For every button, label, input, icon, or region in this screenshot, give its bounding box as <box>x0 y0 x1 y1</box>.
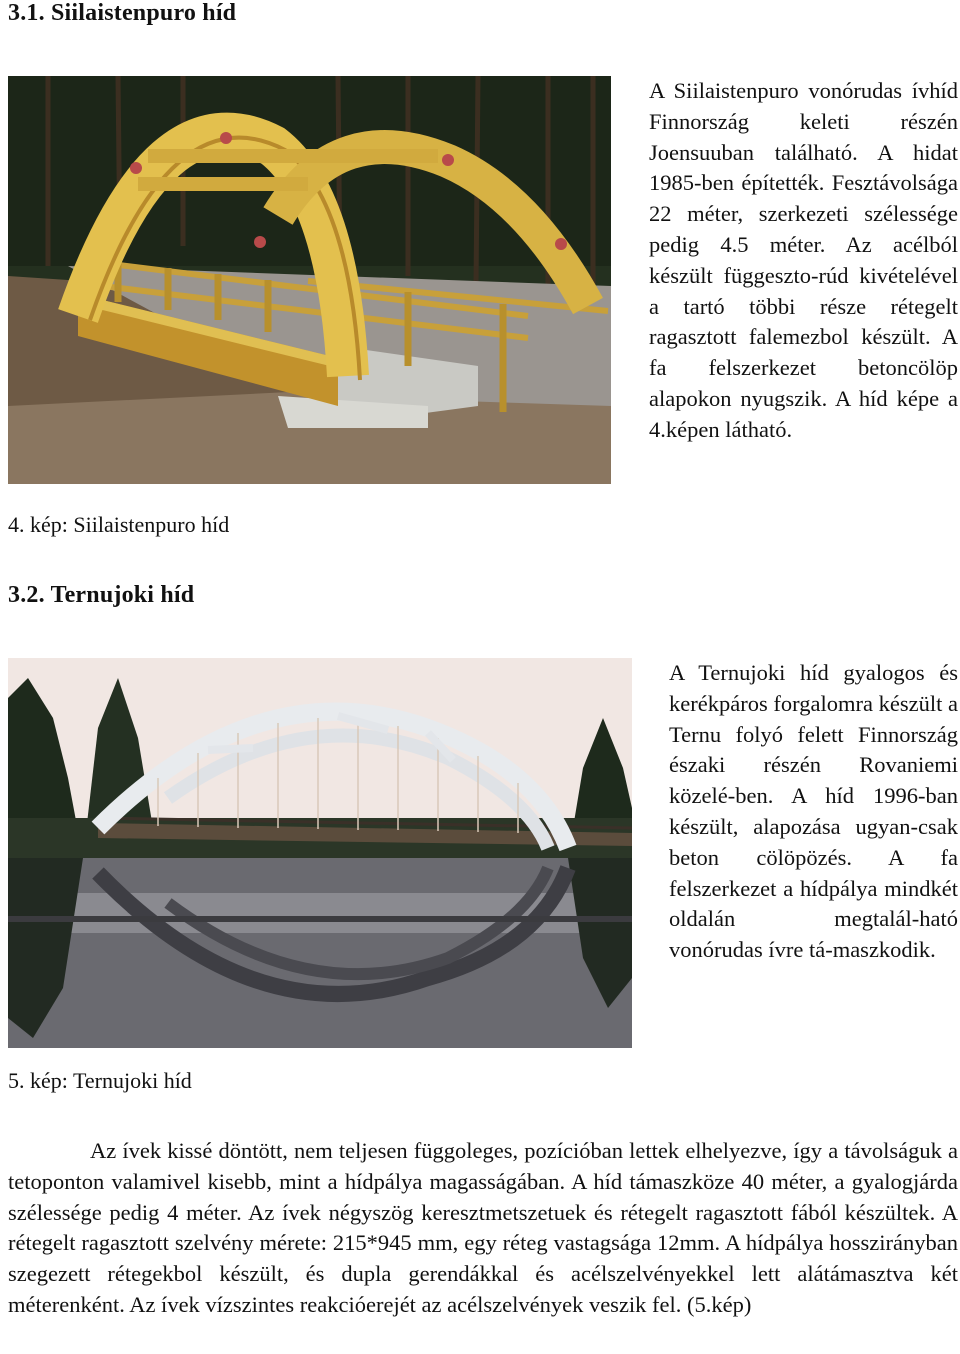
figure-caption-5: 5. kép: Ternujoki híd <box>8 1068 192 1093</box>
siilaistenpuro-paragraph: A Siilaistenpuro vonórudas ívhíd Finnország keleti részén Joensuuban található. A hidat 1985-ben építették. Fesztávolsága 22 méter, szerkezeti szélessége pedig 4.5 méter. Az acélból készült függeszto-rúd kivételével a tartó többi része rétegelt ragasztott falemezbol készült. A fa felszerkezet betoncölöp alapokon nyugszik. A híd képe a 4.képen látható. <box>649 78 958 442</box>
section-heading-ternujoki: 3.2. Ternujoki híd <box>8 582 195 608</box>
arches-description <box>8 1136 958 1321</box>
ternujoki-description <box>669 658 958 1034</box>
siilaistenpuro-description <box>649 76 958 502</box>
figure-caption-4: 4. kép: Siilaistenpuro híd <box>8 512 230 537</box>
section-heading-siilaistenpuro: 3.1. Siilaistenpuro híd <box>8 0 237 26</box>
ternujoki-paragraph: A Ternujoki híd gyalogos és kerékpáros forgalomra készült a Ternu folyó felett Finnország északi részén Rovaniemi közelé-ben. A híd 1996-ban készült, alapozása ugyan-csak beton cölöpözés. A fa felszerkezet a hídpálya mindkét oldalán megtalál-ható vonórudas ívre tá-maszkodik. <box>669 660 958 963</box>
arches-paragraph: Az ívek kissé döntött, nem teljesen függoleges, pozícióban lettek elhelyezve, így a távolságuk a tetoponton valamivel kisebb, mint a hídpálya magasságában. A híd támaszköze 40 méter, a gyalogjárda szélessége pedig 4 méter. Az ívek négyszög keresztmetszetuek és rétegelt ragasztott fából készültek. A rétegelt ragasztott szelvény mérete: 215*945 mm, egy réteg vastagsága 12mm. A hídpálya hosszirányban szegezett rétegekbol készült, és dupla gerendákkal és acélszelvényekkel lett alátámasztva két méterenként. Az ívek vízszintes reakcióerejét az acélszelvények veszik fel. (5.kép) <box>8 1138 958 1317</box>
siilaistenpuro-bridge-photo <box>8 76 611 484</box>
ternujoki-bridge-photo <box>8 658 632 1048</box>
